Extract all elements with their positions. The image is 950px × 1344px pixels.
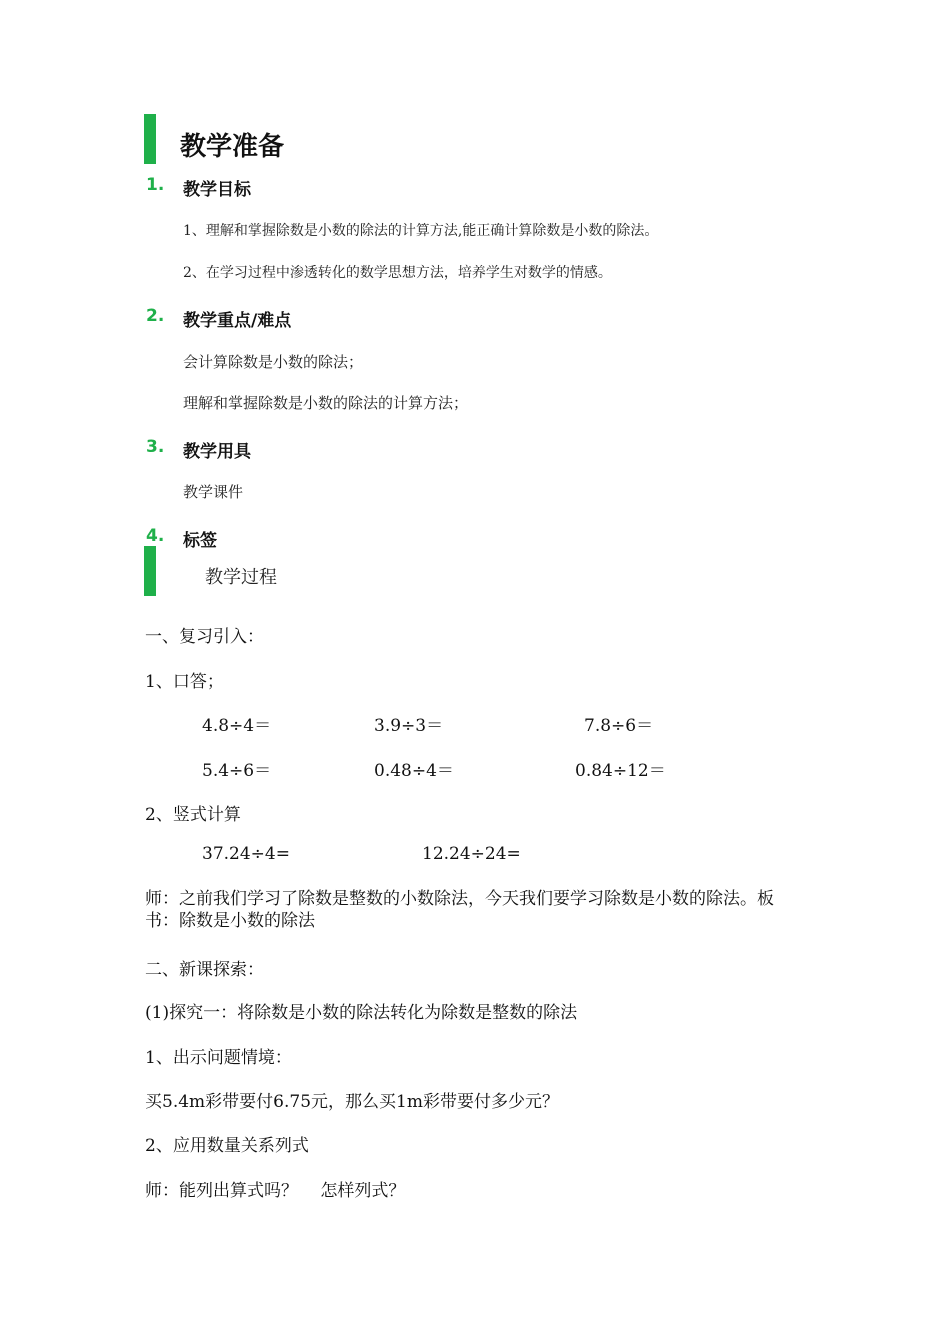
oral-item: 0.84÷12＝ [575,761,666,781]
section-title-tags: 标签 [183,531,217,551]
oral-item: 0.48÷4＝ [374,761,454,781]
section-number-2: 2. [146,306,165,326]
section-title-tools: 教学用具 [183,442,251,462]
tools-line-1: 教学课件 [183,483,244,501]
vertical-item: 37.24÷4= [202,844,290,864]
key-point-line-1: 会计算除数是小数的除法； [183,353,364,371]
objective-line-2: 2、在学习过程中渗透转化的数学思想方法，培养学生对数学的情感。 [183,265,612,281]
oral-item: 4.8÷4＝ [202,716,272,736]
oral-item: 3.9÷3＝ [374,716,444,736]
section-number-3: 3. [146,437,165,457]
vertical-item: 12.24÷24= [422,844,521,864]
show-heading: 1、出示问题情境： [145,1048,292,1068]
oral-heading: 1、口答； [145,672,224,692]
process-accent-bar [144,546,156,596]
problem-text: 买5.4m彩带要付6.75元，那么买1m彩带要付多少元？ [145,1092,559,1112]
section-title-objectives: 教学目标 [183,180,251,200]
header-accent-bar [144,114,156,164]
page-title: 教学准备 [180,132,285,162]
section-title-key-points: 教学重点/难点 [183,311,292,331]
teacher-question: 师：能列出算式吗？ 怎样列式？ [145,1181,406,1201]
teacher-intro: 师：之前我们学习了除数是整数的小数除法，今天我们要学习除数是小数的除法。板书：除数是小数的除法 [145,889,774,931]
oral-item: 5.4÷6＝ [202,761,272,781]
review-heading: 一、复习引入： [145,627,264,647]
section-number-1: 1. [146,175,165,195]
explore-heading: (1)探究一：将除数是小数的除法转化为除数是整数的除法 [145,1003,578,1023]
process-title: 教学过程 [205,567,277,588]
new-lesson-heading: 二、新课探索： [145,960,264,980]
objective-line-1: 1、理解和掌握除数是小数的除法的计算方法,能正确计算除数是小数的除法。 [183,223,659,239]
vertical-heading: 2、竖式计算 [145,805,241,825]
section-number-4: 4. [146,526,165,546]
oral-item: 7.8÷6＝ [584,716,654,736]
key-point-line-2: 理解和掌握除数是小数的除法的计算方法； [183,394,469,412]
apply-heading: 2、应用数量关系列式 [145,1136,309,1156]
